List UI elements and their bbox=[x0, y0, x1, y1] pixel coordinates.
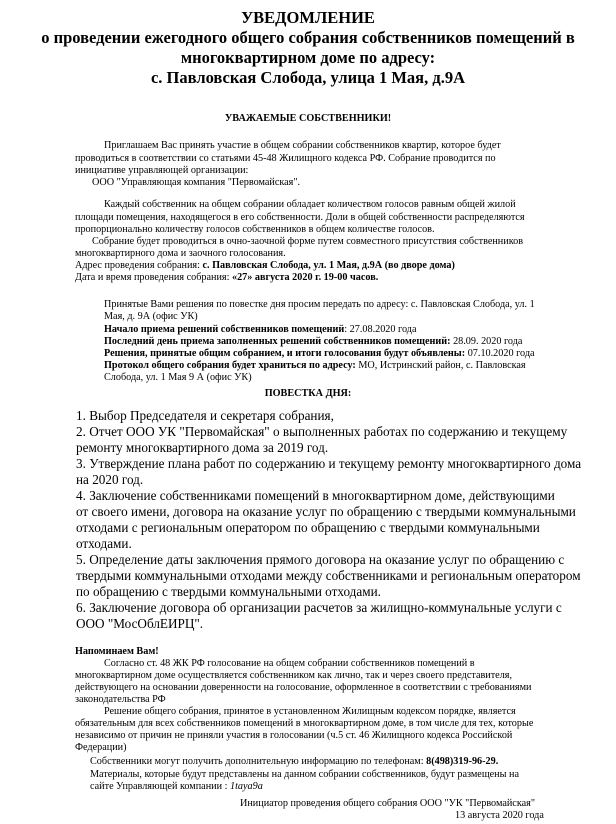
reminder-line: законодательства РФ bbox=[75, 694, 166, 705]
votes-line: Каждый собственник на общем собрании обладает количеством голосов равным общей жилой bbox=[104, 199, 516, 210]
end-date bbox=[104, 336, 522, 348]
meeting-address-value: с. Павловская Слобода, ул. 1 Мая, д.9А (во дворе дома) bbox=[202, 260, 455, 271]
reminder-line: обязательным для всех собственников помещений в многоквартирном доме, в том числе для тех, которые bbox=[75, 718, 534, 729]
meeting-address bbox=[75, 260, 455, 272]
intro-line: проводиться в соответствии со статьями 45-48 Жилищного кодекса РФ. Собрание проводится по bbox=[75, 153, 496, 164]
issue-date: 13 августа 2020 года bbox=[455, 810, 544, 821]
reminder-line: Федерации) bbox=[75, 742, 127, 753]
end-date-label: Последний день приема заполненных решений собственников помещений: bbox=[104, 336, 451, 347]
agenda-item: 6. Заключение договора об организации расчетов за жилищно-коммунальные услуги с bbox=[76, 600, 562, 615]
protocol-location-cont: Слобода, ул. 1 Мая 9 А (офис УК) bbox=[104, 372, 252, 383]
reminder-line: многоквартирном доме осуществляется собственником как лично, так и через своего представителя, bbox=[75, 670, 513, 681]
votes-line: пропорционально количеству голосов собственников в общем количестве голосов. bbox=[75, 224, 435, 235]
agenda-item-cont: ООО "МосОблЕИРЦ". bbox=[76, 616, 204, 631]
agenda-item-cont: на 2020 год. bbox=[76, 472, 144, 487]
protocol-location-label: Протокол общего собрания будет храниться по адресу: bbox=[104, 360, 356, 371]
site-line-2 bbox=[90, 781, 263, 793]
agenda-item: 5. Определение даты заключения прямого договора на оказание услуг по обращению с bbox=[76, 552, 565, 567]
start-date-label: Начало приема решений собственников помещений bbox=[104, 324, 345, 335]
agenda-heading: ПОВЕСТКА ДНЯ: bbox=[264, 388, 352, 399]
results-date-label: Решения, принятые общим собранием, и итоги голосования будут объявлены: bbox=[104, 348, 466, 359]
start-date bbox=[104, 324, 416, 336]
agenda-item-cont: твердыми коммунальными отходами между собственниками и региональным оператором bbox=[76, 568, 581, 583]
reminder-line: независимо от причин не приняли участия в голосовании (ч.5 ст. 46 Жилищного кодекса Российской bbox=[75, 730, 513, 741]
meeting-datetime bbox=[75, 272, 378, 284]
reminder-line: Решение общего собрания, принятое в установленном Жилищным кодексом порядке, является bbox=[104, 706, 516, 717]
agenda-item: 2. Отчет ООО УК "Первомайская" о выполненных работах по содержанию и текущему bbox=[76, 424, 568, 439]
submit-line: Мая, д. 9А (офис УК) bbox=[104, 311, 198, 322]
initiator: Инициатор проведения общего собрания ООО "УК "Первомайская" bbox=[240, 798, 535, 809]
reminder-line: Согласно ст. 48 ЖК РФ голосование на общем собрании собственников помещений в bbox=[104, 658, 475, 669]
format-line: Собрание будет проводиться в очно-заочной форме путем совместного присутствия собственников bbox=[92, 236, 524, 247]
votes-line: площади помещения, находящегося в его собственности. Доли в общей собственности распределяются bbox=[75, 212, 525, 223]
greeting-heading: УВАЖАЕМЫЕ СОБСТВЕННИКИ! bbox=[224, 113, 392, 124]
protocol-location-value: МО, Истринский район, с. Павловская bbox=[355, 360, 526, 371]
phone-line bbox=[90, 756, 498, 768]
organization-name: ООО "Управляющая компания "Первомайская". bbox=[92, 177, 301, 188]
agenda-item: 3. Утверждение плана работ по содержанию и текущему ремонту многоквартирного дома bbox=[76, 456, 582, 471]
meeting-address-label: Адрес проведения собрания: bbox=[75, 260, 203, 271]
agenda-item-cont: от своего имени, договора на оказание услуг по обращению с твердыми коммунальными bbox=[76, 504, 576, 519]
results-date-value: 07.10.2020 года bbox=[465, 348, 535, 359]
agenda-item: 4. Заключение собственниками помещений в многоквартирном доме, действующими bbox=[76, 488, 555, 503]
reminder-line: действующего на основании доверенности на голосование, оформленное в соответствии с требованиями bbox=[75, 682, 532, 693]
notice-title: УВЕДОМЛЕНИЕ bbox=[241, 8, 375, 27]
agenda-item-cont: ремонту многоквартирного дома за 2019 год. bbox=[76, 440, 329, 455]
notice-subtitle-line-1: о проведении ежегодного общего собрания собственников помещений в bbox=[41, 28, 575, 47]
meeting-datetime-label: Дата и время проведения собрания: bbox=[75, 272, 232, 283]
site-name: 1taya9a bbox=[229, 781, 263, 792]
agenda-item-cont: по обращению с твердыми коммунальными отходами. bbox=[76, 584, 381, 599]
start-date-value: : 27.08.2020 года bbox=[344, 324, 417, 335]
phone-number: 8(498)319-96-29. bbox=[426, 756, 499, 767]
format-line: многоквартирного дома и заочного голосования. bbox=[75, 248, 286, 259]
reminder-heading: Напоминаем Вам! bbox=[75, 646, 159, 657]
phone-label: Собственники могут получить дополнительную информацию по телефонам: bbox=[90, 756, 427, 767]
agenda-item-cont: отходами с региональным оператором по обращению с твердыми коммунальными bbox=[76, 520, 540, 535]
meeting-datetime-value: «27» августа 2020 г. 19-00 часов. bbox=[231, 272, 379, 283]
protocol-location bbox=[104, 360, 526, 372]
results-date bbox=[104, 348, 535, 360]
submit-line: Принятые Вами решения по повестке дня просим передать по адресу: с. Павловская Слобода, ул. 1 bbox=[104, 299, 535, 310]
agenda-item-cont: отходами. bbox=[76, 536, 132, 551]
agenda-item: 1. Выбор Председателя и секретаря собрания, bbox=[76, 408, 334, 423]
intro-line: Приглашаем Вас принять участие в общем собрании собственников квартир, которое будет bbox=[104, 140, 501, 151]
site-line: Материалы, которые будут представлены на данном собрании собственников, будут размещены на bbox=[90, 769, 519, 780]
notice-address-title: с. Павловская Слобода, улица 1 Мая, д.9А bbox=[150, 68, 465, 87]
notice-subtitle-line-2: многоквартирном доме по адресу: bbox=[180, 48, 436, 67]
end-date-value: 28.09. 2020 года bbox=[450, 336, 523, 347]
site-label: сайте Управляющей компании : bbox=[90, 781, 230, 792]
intro-line: инициативе управляющей организации: bbox=[75, 165, 249, 176]
